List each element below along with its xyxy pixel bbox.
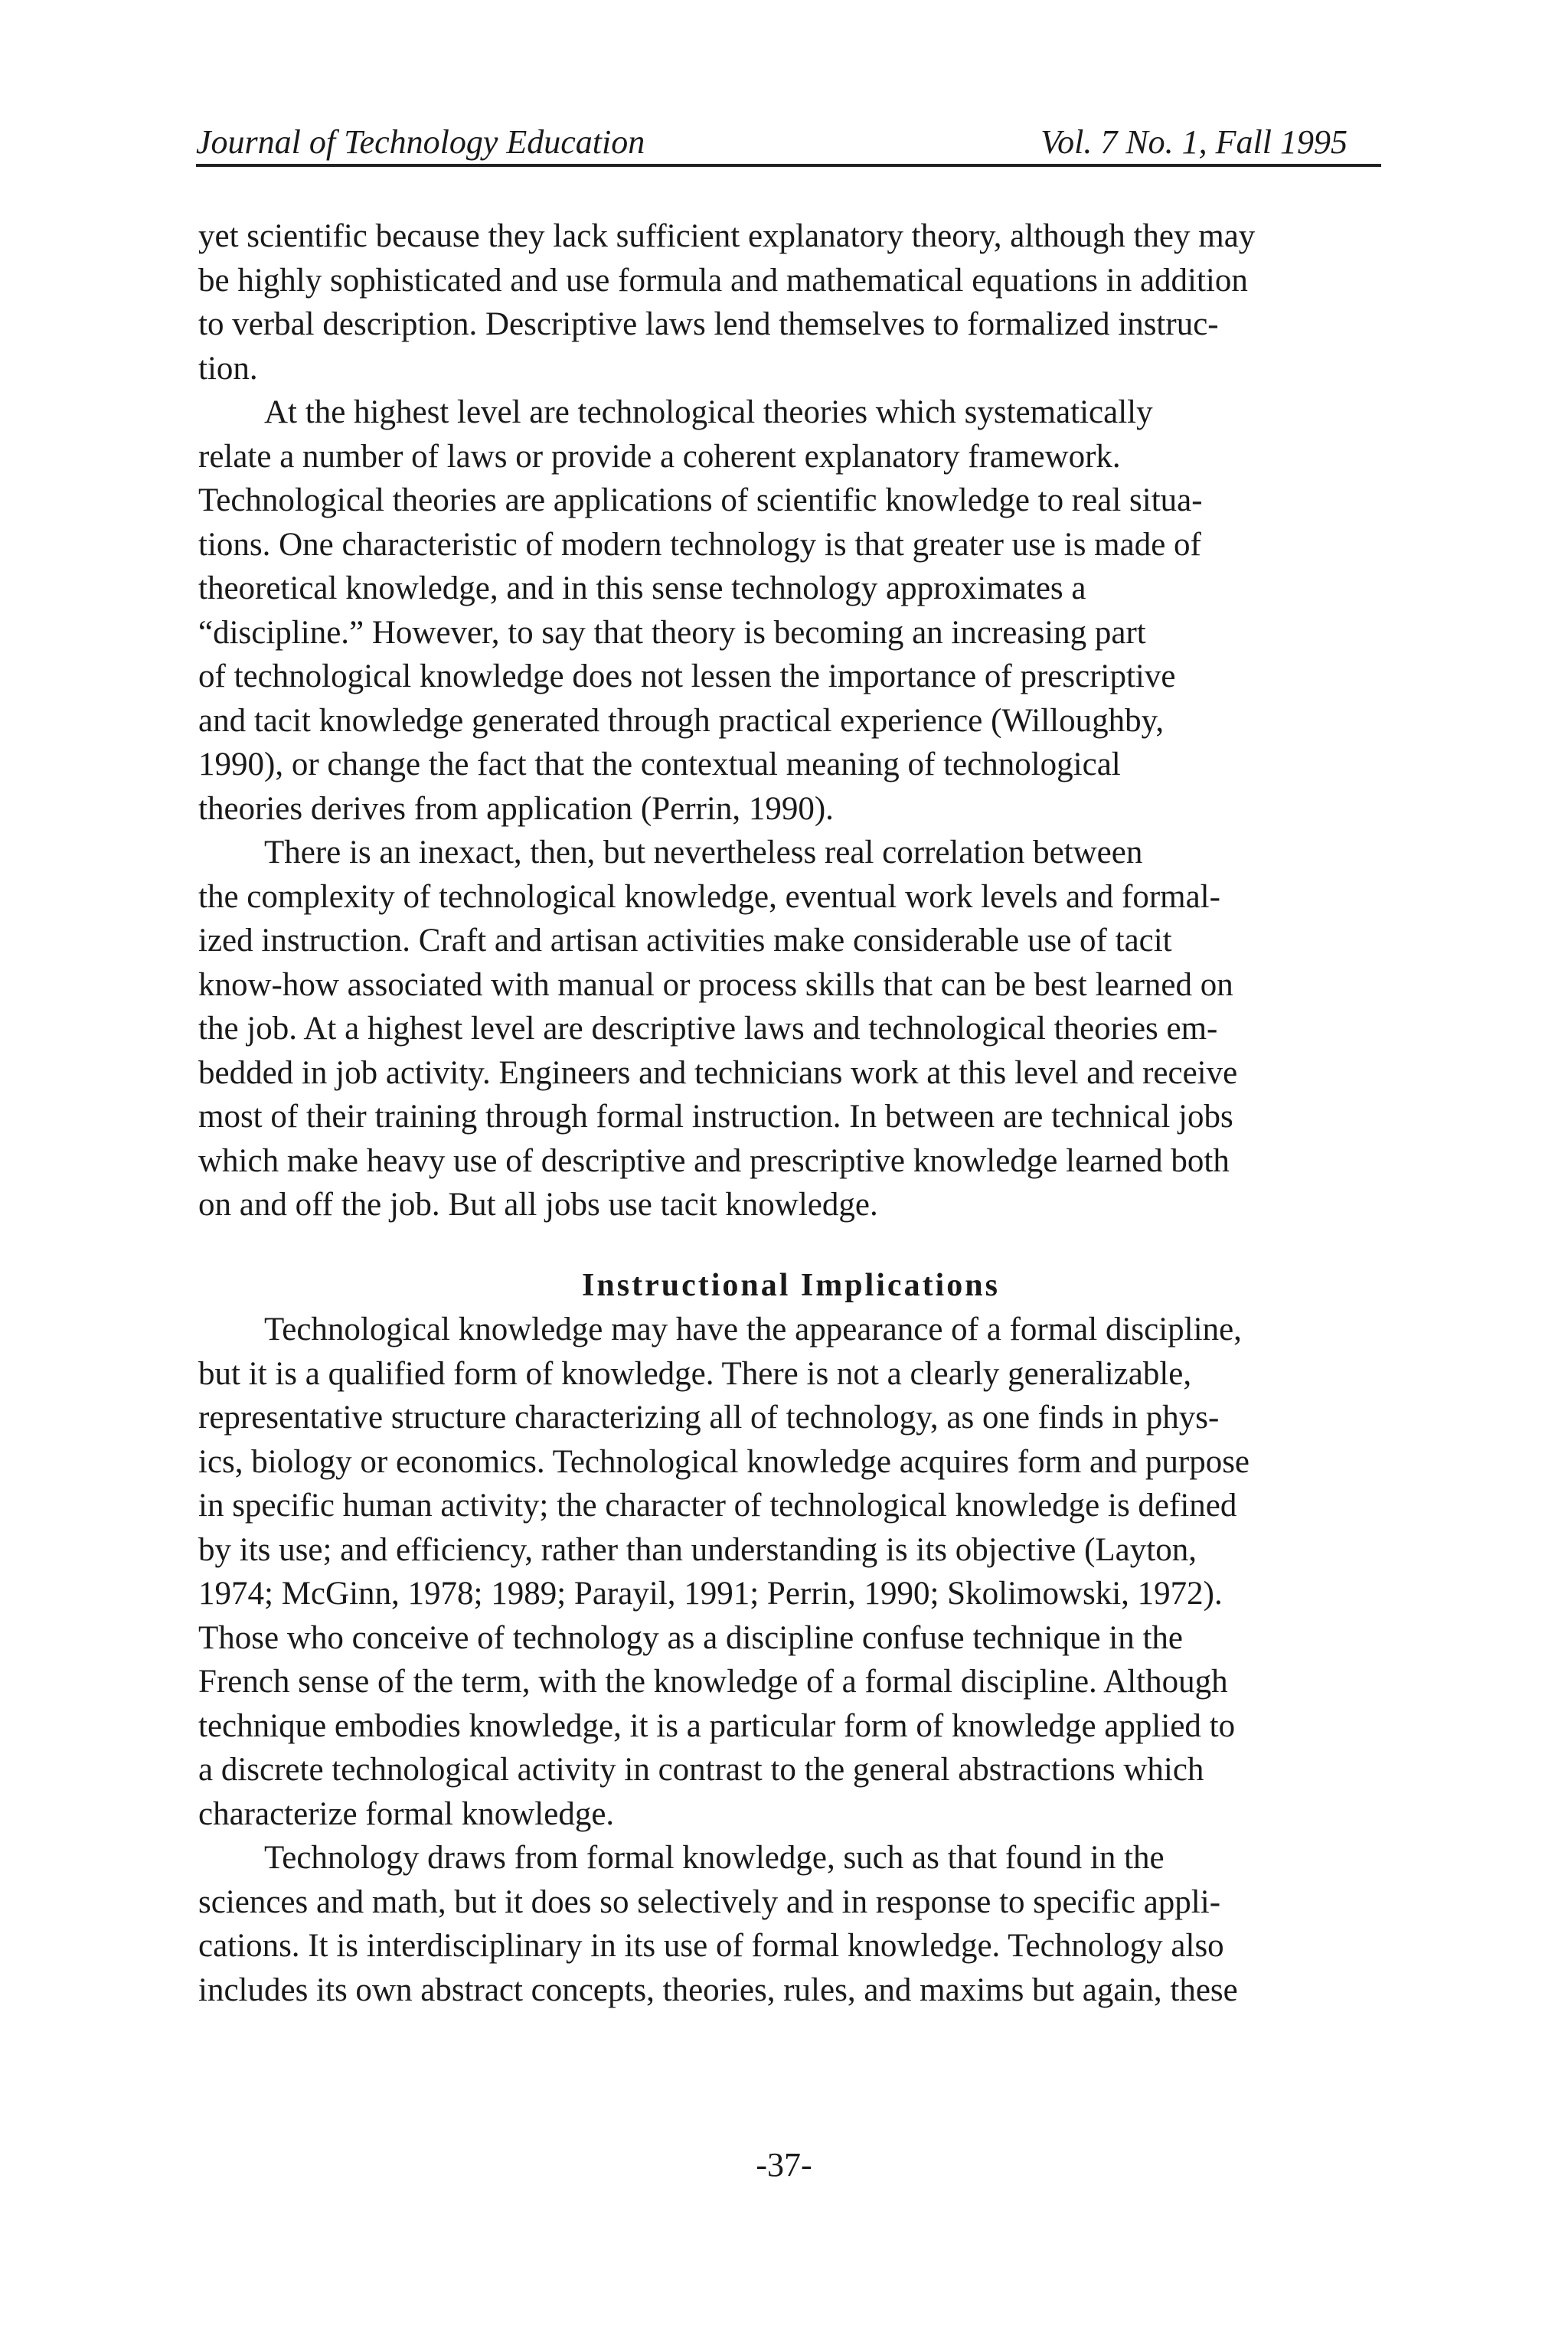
text-line: Those who conceive of technology as a discipline confuse technique in the [198, 1619, 1184, 1656]
text-line: which make heavy use of descriptive and prescriptive knowledge learned both [198, 1142, 1230, 1179]
text-line: a discrete technological activity in contrast to the general abstractions which [198, 1752, 1204, 1788]
text-line: to verbal description. Descriptive laws lend themselves to formalized instruc- [198, 306, 1219, 342]
text-line: yet scientific because they lack sufficient explanatory theory, although they may [198, 218, 1256, 254]
paragraph [198, 831, 1383, 1227]
text-line: most of their training through formal instruction. In between are technical jobs [198, 1099, 1233, 1135]
paragraph [198, 390, 1383, 831]
text-line: “discipline.” However, to say that theory is becoming an increasing part [198, 614, 1146, 651]
text-line: of technological knowledge does not lessen the importance of prescriptive [198, 658, 1176, 694]
text-line: theoretical knowledge, and in this sense technology approximates a [198, 570, 1086, 606]
article-body [198, 214, 1383, 2012]
text-line: by its use; and efficiency, rather than understanding is its objective (Layton, [198, 1531, 1197, 1568]
text-line: know-how associated with manual or process skills that can be best learned on [198, 966, 1233, 1003]
text-line: theories derives from application (Perrin, 1990). [198, 790, 834, 827]
text-line: in specific human activity; the character of technological knowledge is defined [198, 1488, 1237, 1524]
text-line: but it is a qualified form of knowledge. There is not a clearly generalizable, [198, 1355, 1192, 1392]
intro-paragraphs [198, 214, 1383, 1227]
text-line: 1990), or change the fact that the contextual meaning of technological [198, 746, 1121, 782]
text-line: technique embodies knowledge, it is a particular form of knowledge applied to [198, 1707, 1236, 1744]
text-line: Technology draws from formal knowledge, such as that found in the [264, 1840, 1165, 1876]
page-number: -37- [756, 2146, 812, 2184]
text-line: Technological knowledge may have the appearance of a formal discipline, [264, 1312, 1242, 1348]
section-paragraphs [198, 1308, 1383, 2012]
text-line: tions. One characteristic of modern technology is that greater use is made of [198, 526, 1201, 563]
paragraph [198, 214, 1383, 390]
section-heading: Instructional Implications [582, 1267, 1000, 1303]
text-line: 1974; McGinn, 1978; 1989; Parayil, 1991; Perrin, 1990; Skolimowski, 1972). [198, 1576, 1223, 1612]
text-line: tion. [198, 350, 258, 387]
text-line: At the highest level are technological theories which systematically [264, 394, 1153, 430]
text-line: French sense of the term, with the knowledge of a formal discipline. Although [198, 1664, 1228, 1700]
text-line: sciences and math, but it does so selectively and in response to specific appli- [198, 1883, 1221, 1920]
text-line: be highly sophisticated and use formula and mathematical equations in addition [198, 262, 1248, 299]
text-line: Technological theories are applications of scientific knowledge to real situa- [198, 482, 1203, 518]
text-line: ized instruction. Craft and artisan activities make considerable use of tacit [198, 923, 1172, 959]
text-line: ics, biology or economics. Technological knowledge acquires form and purpose [198, 1443, 1250, 1480]
text-line: bedded in job activity. Engineers and technicians work at this level and receive [198, 1054, 1238, 1091]
text-line: and tacit knowledge generated through practical experience (Willoughby, [198, 702, 1165, 739]
running-header [196, 121, 1381, 167]
text-line: relate a number of laws or provide a coherent explanatory framework. [198, 438, 1121, 475]
text-line: includes its own abstract concepts, theories, rules, and maxims but again, these [198, 1971, 1238, 2008]
text-line: the complexity of technological knowledge, eventual work levels and formal- [198, 878, 1220, 915]
text-line: There is an inexact, then, but nevertheless real correlation between [264, 835, 1143, 871]
text-line: the job. At a highest level are descriptive laws and technological theories em- [198, 1011, 1218, 1047]
paragraph [198, 1308, 1383, 1836]
text-line: characterize formal knowledge. [198, 1795, 615, 1832]
journal-title: Journal of Technology Education [196, 123, 645, 161]
paragraph [198, 1836, 1383, 2012]
text-line: representative structure characterizing all of technology, as one finds in phys- [198, 1400, 1220, 1436]
text-line: cations. It is interdisciplinary in its use of formal knowledge. Technology also [198, 1928, 1224, 1964]
issue-info: Vol. 7 No. 1, Fall 1995 [1040, 123, 1348, 161]
text-line: on and off the job. But all jobs use tacit knowledge. [198, 1187, 878, 1223]
